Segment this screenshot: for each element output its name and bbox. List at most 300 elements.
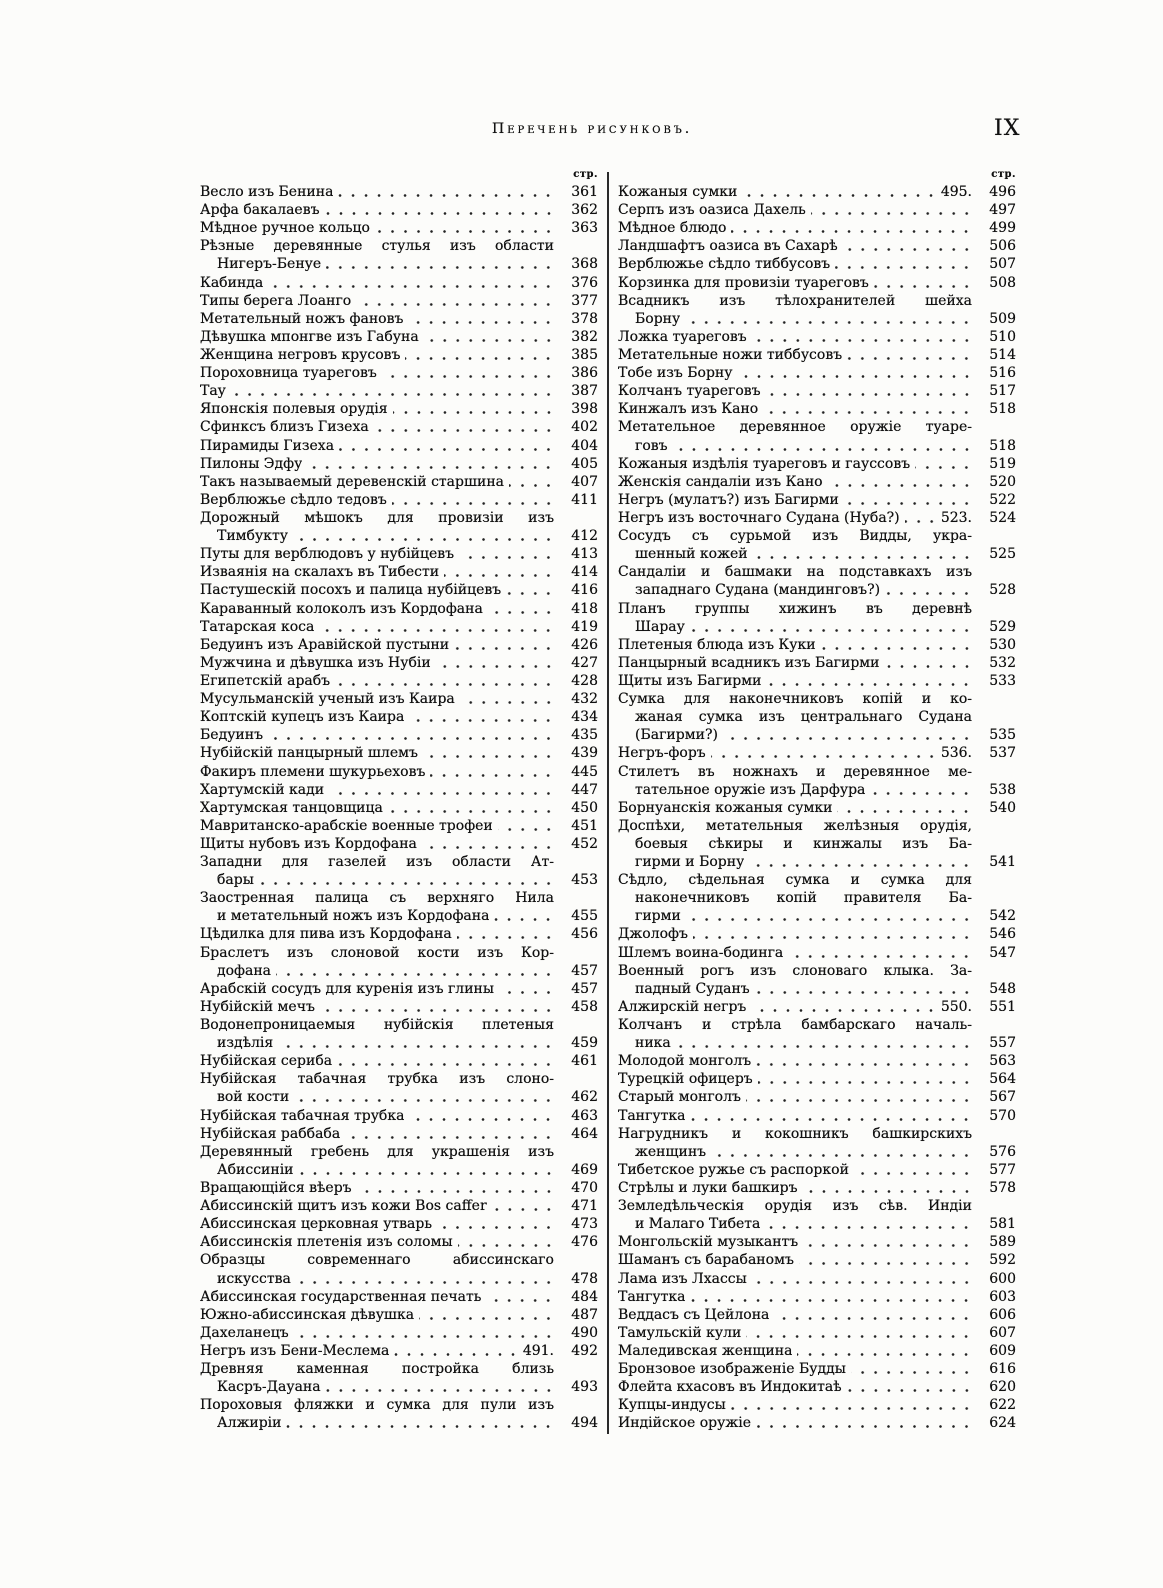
- entry-row: [618, 1107, 1016, 1125]
- dot-leader: [329, 781, 555, 799]
- entry-title: Мѣдное ручное кольцо: [200, 220, 370, 237]
- index-entry: [618, 328, 1016, 346]
- dot-leader: [356, 292, 555, 310]
- page-number: 452: [571, 835, 598, 852]
- entry-row: [200, 744, 598, 762]
- dot-leader: [797, 1342, 973, 1360]
- entry-row: [618, 1034, 1016, 1052]
- entry-row: [618, 744, 1016, 762]
- index-entry: [200, 237, 598, 273]
- dot-leader: [430, 763, 555, 781]
- index-entry: [618, 636, 1016, 654]
- entry-row: [200, 400, 598, 418]
- entry-row: [618, 400, 1016, 418]
- index-entry: [200, 346, 598, 364]
- page-number: 541: [989, 854, 1016, 871]
- index-entry: [618, 1233, 1016, 1251]
- entry-row: [618, 545, 1016, 563]
- entry-row: [200, 1270, 598, 1288]
- page-number: 577: [989, 1161, 1016, 1178]
- page-number: 624: [989, 1415, 1016, 1432]
- dot-leader: [294, 1088, 555, 1106]
- page-number: 387: [571, 383, 598, 400]
- entry-title: падный Суданъ: [635, 980, 750, 997]
- index-entry: [618, 382, 1016, 400]
- entry-title: Мѣдное блюдо: [618, 220, 727, 237]
- index-entry: [200, 1215, 598, 1233]
- page-number: 517: [989, 383, 1016, 400]
- entry-row: [618, 907, 1016, 925]
- page-number: 434: [571, 709, 598, 726]
- entry-row: [618, 799, 1016, 817]
- dot-leader: [758, 1070, 973, 1088]
- entry-title: гирми: [635, 908, 681, 925]
- dot-leader: [686, 907, 973, 925]
- entry-row: [200, 1324, 598, 1342]
- index-entry: [200, 364, 598, 382]
- dot-leader: [388, 799, 555, 817]
- entry-row: [618, 491, 1016, 509]
- index-entry: [200, 418, 598, 436]
- entry-row: [200, 274, 598, 292]
- dot-leader: [738, 364, 973, 382]
- page-number: 473: [571, 1216, 598, 1233]
- entry-row: [200, 817, 598, 835]
- entry-title: Нубійская раббаба: [200, 1125, 341, 1142]
- entry-row: [200, 708, 598, 726]
- page-number: 589: [989, 1234, 1016, 1251]
- dot-leader: [499, 980, 555, 998]
- entry-row: [200, 799, 598, 817]
- dot-leader: [870, 781, 973, 799]
- entry-title: Метательный ножъ фановъ: [200, 310, 404, 327]
- dot-leader: [409, 708, 555, 726]
- index-entry: [200, 636, 598, 654]
- entry-row: [618, 726, 1016, 744]
- page-number: 469: [571, 1161, 598, 1178]
- page-number: 507: [989, 256, 1016, 273]
- entry-row: [618, 781, 1016, 799]
- entry-row: [618, 473, 1016, 491]
- entry-title: Ландшафтъ оазиса въ Сахарѣ: [618, 238, 838, 255]
- index-entry: [200, 1396, 598, 1432]
- entry-row: [618, 1052, 1016, 1070]
- page-number: 471: [571, 1198, 598, 1215]
- dot-leader: [337, 1052, 555, 1070]
- index-entry: [200, 183, 598, 201]
- entry-title: Маледивская женщина: [618, 1343, 793, 1359]
- dot-leader: [278, 1034, 555, 1052]
- entry-title-line: Западни для газелей изъ области Ат-: [200, 854, 554, 871]
- dot-leader: [394, 1342, 520, 1360]
- page-number: 459: [571, 1035, 598, 1052]
- page-number: 557: [989, 1035, 1016, 1052]
- entry-title-line: Сосудъ съ сурьмой изъ Видды, укра-: [618, 528, 972, 545]
- page-number: 368: [571, 256, 598, 273]
- index-entry: [618, 962, 1016, 998]
- extra-page-number: 550.: [940, 998, 972, 1015]
- entry-row: [200, 980, 598, 998]
- page-number: 419: [571, 618, 598, 635]
- index-entry: [618, 1016, 1016, 1052]
- entry-row: [200, 871, 598, 889]
- page-number: 413: [571, 546, 598, 563]
- entry-title: Египетскій арабъ: [200, 672, 331, 689]
- dot-leader: [509, 473, 555, 491]
- page-number: 416: [571, 582, 598, 599]
- entry-title: Цѣдилка для пива изъ Кордофана: [200, 926, 452, 943]
- entry-row: [618, 1342, 1016, 1360]
- entry-row: [200, 907, 598, 925]
- dot-leader: [405, 346, 555, 364]
- entry-row: [618, 1088, 1016, 1106]
- index-entry: [618, 1125, 1016, 1161]
- dot-leader: [752, 328, 973, 346]
- index-entry: [618, 944, 1016, 962]
- page-number: 564: [989, 1071, 1016, 1088]
- dot-leader: [690, 1288, 973, 1306]
- page-number: 414: [571, 564, 598, 581]
- entry-row: [200, 600, 598, 618]
- dot-leader: [753, 545, 973, 563]
- dot-leader: [357, 1179, 555, 1197]
- entry-row: [618, 310, 1016, 328]
- page-number: 445: [571, 763, 598, 780]
- page-number: 386: [571, 365, 598, 382]
- index-entry: [618, 255, 1016, 273]
- entry-title-line: Рѣзные деревянные стулья изъ области: [200, 238, 554, 255]
- index-entry: [618, 654, 1016, 672]
- page-number: 463: [571, 1107, 598, 1124]
- page-number: 497: [989, 202, 1016, 219]
- entry-row: [618, 1233, 1016, 1251]
- index-entry: [618, 455, 1016, 473]
- index-entry: [200, 274, 598, 292]
- page-number: 516: [989, 365, 1016, 382]
- index-entry: [618, 672, 1016, 690]
- index-entry: [618, 1342, 1016, 1360]
- entry-row: [618, 183, 1016, 201]
- dot-leader: [423, 744, 555, 762]
- page-number: 622: [989, 1397, 1016, 1414]
- entry-title: Кожаныя издѣлія туареговъ и гауссовъ: [618, 455, 911, 472]
- entry-title: Татарская коса: [200, 618, 315, 635]
- entry-title: Серпъ изъ оазиса Дахель: [618, 202, 806, 219]
- index-entry: [200, 654, 598, 672]
- entry-title: тательное оружіе изъ Дарфура: [635, 781, 866, 798]
- entry-title: Дѣвушка мпонгве изъ Габуна: [200, 328, 419, 345]
- entry-title-line: Дорожный мѣшокъ для провизіи изъ: [200, 509, 554, 526]
- dot-leader: [293, 527, 555, 545]
- index-entry: [200, 708, 598, 726]
- entry-title-line: Доспѣхи, метательныя желѣзныя орудія,: [618, 817, 972, 834]
- index-entry: [200, 1179, 598, 1197]
- index-entry: [618, 799, 1016, 817]
- entry-title-line: Стилетъ въ ножнахъ и деревянное ме-: [618, 763, 972, 780]
- entry-row: [200, 527, 598, 545]
- entry-row: [200, 636, 598, 654]
- dot-leader: [488, 600, 555, 618]
- entry-title: Кабинда: [200, 274, 264, 291]
- entry-title: Хартумскій кади: [200, 781, 325, 798]
- page-number: 496: [989, 184, 1016, 200]
- entry-title: Абиссинская государственная печать: [200, 1288, 482, 1305]
- column-divider: [607, 172, 609, 1434]
- entry-title: Типы берега Лоанго: [200, 292, 352, 309]
- entry-title-line: Сѣдло, сѣдельная сумка и сумка для: [618, 872, 972, 889]
- entry-title: Бедуинъ: [200, 727, 263, 744]
- index-entry: [200, 1324, 598, 1342]
- entry-title: Щиты нубовъ изъ Кордофана: [200, 835, 417, 852]
- entry-row: [618, 1143, 1016, 1161]
- index-entry: [618, 1306, 1016, 1324]
- dot-leader: [392, 491, 555, 509]
- page-number: 361: [571, 184, 598, 200]
- index-entry: [618, 237, 1016, 255]
- page-number: 447: [571, 781, 598, 798]
- dot-leader: [393, 400, 555, 418]
- entry-title: Негръ изъ Бени-Меслема: [200, 1343, 390, 1359]
- dot-leader: [437, 1215, 555, 1233]
- entry-title: Абиссинскія плетенія изъ соломы: [200, 1234, 453, 1251]
- entry-title: Негръ изъ восточнаго Судана (Нуба?): [618, 509, 900, 526]
- index-entry: [200, 1288, 598, 1306]
- index-entry: [618, 274, 1016, 292]
- entry-row: [200, 1378, 598, 1396]
- index-entry: [200, 310, 598, 328]
- index-entry: [200, 1197, 598, 1215]
- entry-title-line: Земледѣльческія орудія изъ сѣв. Индіи: [618, 1198, 972, 1215]
- entry-title: Щиты изъ Багирми: [618, 672, 762, 689]
- dot-leader: [874, 274, 973, 292]
- index-entry: [200, 1125, 598, 1143]
- index-entry: [618, 1251, 1016, 1269]
- entry-title-line: Деревянный гребень для украшенія изъ: [200, 1143, 554, 1160]
- dot-leader: [259, 871, 555, 889]
- page-number: 492: [571, 1343, 598, 1359]
- entry-row: [618, 455, 1016, 473]
- dot-leader: [375, 219, 555, 237]
- entry-row: [618, 1270, 1016, 1288]
- entry-title: Монгольскій музыкантъ: [618, 1234, 799, 1251]
- entry-row: [200, 925, 598, 943]
- page-number: 382: [571, 328, 598, 345]
- entry-title: Пирамиды Гизеха: [200, 437, 335, 454]
- dot-leader: [326, 1378, 555, 1396]
- index-entry: [200, 690, 598, 708]
- page-number: 518: [989, 401, 1016, 418]
- entry-title: Старый монголъ: [618, 1089, 741, 1106]
- entry-row: [200, 726, 598, 744]
- index-entry: [618, 1378, 1016, 1396]
- entry-row: [200, 437, 598, 455]
- dot-leader: [506, 581, 555, 599]
- index-entry: [200, 781, 598, 799]
- entry-row: [618, 1396, 1016, 1414]
- dot-leader: [374, 418, 555, 436]
- entry-title: Молодой монголъ: [618, 1053, 752, 1070]
- index-entry: [200, 382, 598, 400]
- entry-title-line: Заостренная палица съ верхняго Нила: [200, 890, 554, 907]
- entry-title: и Малаго Тибета: [635, 1216, 761, 1233]
- entry-row: [200, 1161, 598, 1179]
- entry-title: издѣлія: [217, 1035, 274, 1052]
- dot-leader: [746, 1088, 973, 1106]
- page-number: 542: [989, 908, 1016, 925]
- dot-leader: [788, 944, 973, 962]
- index-entry: [200, 455, 598, 473]
- entry-row: [200, 382, 598, 400]
- entry-title: Колчанъ туареговъ: [618, 383, 761, 400]
- index-entry: [618, 1396, 1016, 1414]
- entry-title-line: жаная сумка изъ центральнаго Судана: [635, 709, 972, 726]
- page-number: 525: [989, 546, 1016, 563]
- entry-title: Мавританско-арабскіе военные трофеи: [200, 817, 493, 834]
- entry-row: [200, 219, 598, 237]
- dot-leader: [268, 274, 555, 292]
- index-entry: [618, 563, 1016, 599]
- entry-title: Тимбукту: [217, 528, 288, 545]
- index-entry: [200, 1143, 598, 1179]
- dot-leader: [851, 1360, 973, 1378]
- entry-row: [618, 382, 1016, 400]
- page-number: 404: [571, 437, 598, 454]
- entry-title: Тангутка: [618, 1288, 686, 1305]
- index-entry: [200, 817, 598, 835]
- page-number: 538: [989, 781, 1016, 798]
- running-head-title: Перечень рисунковъ.: [492, 121, 693, 137]
- dot-leader: [494, 907, 555, 925]
- index-entry: [618, 817, 1016, 871]
- page-number: 456: [571, 926, 598, 943]
- dot-leader: [711, 1143, 973, 1161]
- page-number: 620: [989, 1379, 1016, 1396]
- entry-title: Сфинксъ близъ Гизеха: [200, 419, 369, 436]
- dot-leader: [299, 1161, 555, 1179]
- entry-title: Мужчина и дѣвушка изъ Нубіи: [200, 654, 431, 671]
- page-number: 499: [989, 220, 1016, 237]
- entry-row: [200, 690, 598, 708]
- entry-row: [200, 998, 598, 1016]
- page-number: 377: [571, 292, 598, 309]
- entry-row: [618, 1306, 1016, 1324]
- entry-row: [200, 201, 598, 219]
- dot-leader: [296, 1270, 555, 1288]
- dot-leader: [766, 382, 973, 400]
- entry-row: [618, 618, 1016, 636]
- entry-title: Стрѣлы и луки башкиръ: [618, 1180, 798, 1197]
- entry-title: гирми и Борну: [635, 854, 745, 871]
- entry-title: (Багирми?): [635, 727, 718, 744]
- entry-title: дофана: [217, 962, 272, 979]
- index-entry: [200, 473, 598, 491]
- entry-row: [200, 545, 598, 563]
- page-number: 411: [571, 491, 598, 508]
- entry-title: Тау: [200, 383, 226, 400]
- entry-title: и метательный ножъ изъ Кордофана: [217, 908, 490, 925]
- entry-row: [200, 1342, 598, 1360]
- index-entry: [200, 1251, 598, 1287]
- entry-row: [200, 1414, 598, 1432]
- page-number: 457: [571, 980, 598, 997]
- page-number: 478: [571, 1270, 598, 1287]
- entry-row: [200, 1088, 598, 1106]
- entry-title: Купцы-индусы: [618, 1397, 726, 1414]
- page-number: 540: [989, 799, 1016, 816]
- index-entry: [200, 835, 598, 853]
- entry-row: [200, 310, 598, 328]
- page-number: 385: [571, 346, 598, 363]
- dot-leader: [749, 853, 973, 871]
- entry-title: искусства: [217, 1270, 291, 1287]
- entry-row: [200, 1215, 598, 1233]
- page-number: 402: [571, 419, 598, 436]
- entry-title: Такъ называемый деревенскій старшина: [200, 473, 504, 490]
- entry-title-line: Всадникъ изъ тѣлохранителей шейха: [618, 292, 972, 309]
- entry-title: Панцырный всадникъ изъ Багирми: [618, 654, 880, 671]
- entry-title: Пилоны Эдфу: [200, 455, 303, 472]
- extra-page-number: 491.: [522, 1343, 554, 1359]
- entry-row: [200, 418, 598, 436]
- page-number: 548: [989, 980, 1016, 997]
- entry-title: Путы для верблюдовъ у нубійцевъ: [200, 546, 455, 563]
- entry-row: [200, 1107, 598, 1125]
- entry-title-line: наконечниковъ копій правителя Ба-: [635, 890, 972, 907]
- page-number: 606: [989, 1306, 1016, 1323]
- index-entry: [200, 618, 598, 636]
- entry-title: Метательные ножи тиббусовъ: [618, 346, 843, 363]
- entry-title: Нубійскій панцырный шлемъ: [200, 745, 418, 762]
- entry-title: Изваянія на скалахъ въ Тибести: [200, 564, 440, 581]
- entry-title: Плетеныя блюда изъ Куки: [618, 636, 816, 653]
- entry-title: Женщина негровъ крусовъ: [200, 346, 401, 363]
- entry-title: Вращающійся вѣеръ: [200, 1180, 352, 1197]
- entry-row: [618, 654, 1016, 672]
- index-entry: [200, 1306, 598, 1324]
- dot-leader: [326, 255, 555, 273]
- dot-leader: [885, 654, 973, 672]
- entry-title: Негръ-форъ: [618, 745, 706, 762]
- entry-title: Абиссинскій щитъ изъ кожи Bos caffer: [200, 1198, 487, 1215]
- dot-leader: [286, 1414, 555, 1432]
- dot-leader: [766, 672, 973, 690]
- entry-title: Дахеланецъ: [200, 1324, 289, 1341]
- entry-row: [618, 255, 1016, 273]
- dot-leader: [835, 255, 973, 273]
- dot-leader: [460, 690, 555, 708]
- index-entry: [618, 600, 1016, 636]
- entry-title: Хартумская танцовщица: [200, 799, 383, 816]
- page-number: 506: [989, 238, 1016, 255]
- page-number: 451: [571, 817, 598, 834]
- page-number: 570: [989, 1107, 1016, 1124]
- page-number: 563: [989, 1053, 1016, 1070]
- dot-leader: [821, 636, 973, 654]
- extra-page-number: 495.: [940, 184, 972, 200]
- entry-title: Пастушескій посохъ и палица нубійцевъ: [200, 582, 502, 599]
- entry-title: Шаманъ съ барабаномъ: [618, 1252, 794, 1269]
- dot-leader: [492, 1197, 555, 1215]
- entry-row: [618, 853, 1016, 871]
- entry-title: Алжиріи: [217, 1415, 282, 1432]
- entry-title: Тобе изъ Борну: [618, 365, 733, 382]
- entry-row: [200, 473, 598, 491]
- entry-row: [200, 962, 598, 980]
- page-number: 458: [571, 998, 598, 1015]
- entry-row: [618, 1215, 1016, 1233]
- index-entry: [618, 763, 1016, 799]
- page-number: 581: [989, 1216, 1016, 1233]
